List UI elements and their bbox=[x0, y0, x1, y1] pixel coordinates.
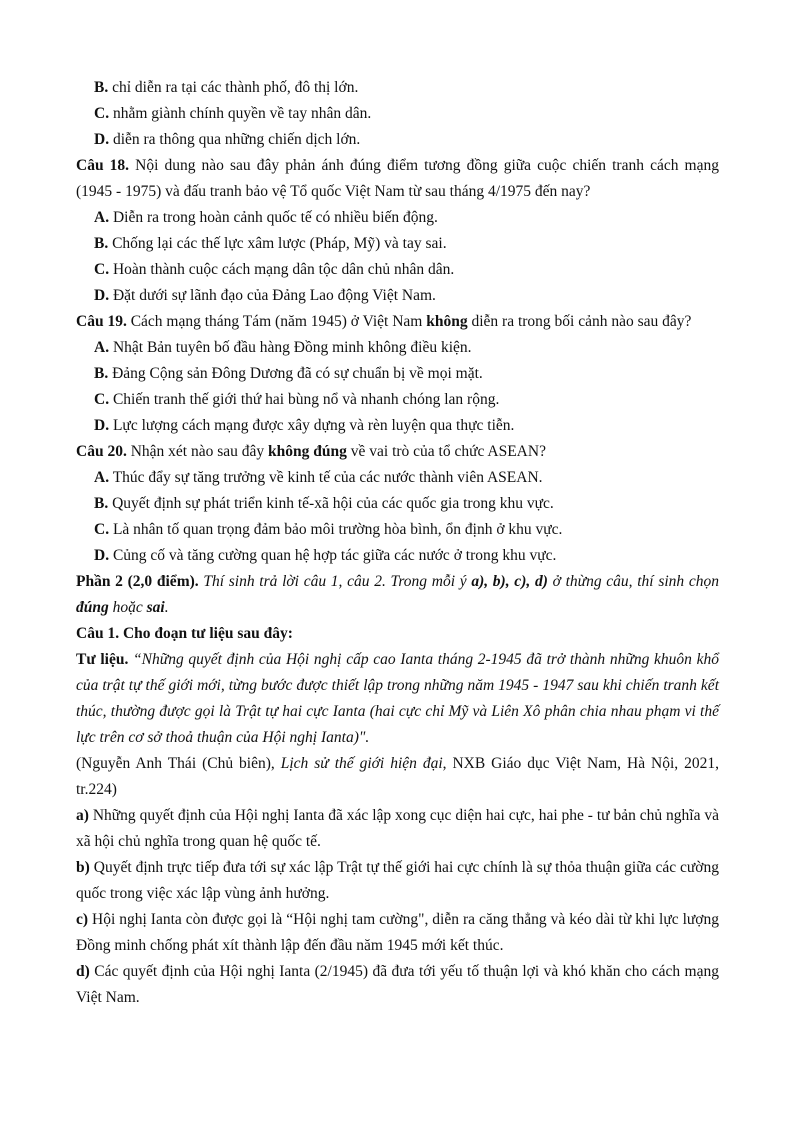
q20-stem: Câu 20. Nhận xét nào sau đây không đúng về vai trò của tổ chức ASEAN? bbox=[76, 443, 546, 460]
q17-option-d: D. diễn ra thông qua những chiến dịch lớn. bbox=[94, 131, 361, 148]
q20-option-d: D. Củng cố và tăng cường quan hệ hợp tác giữa các nước ở trong khu vực. bbox=[94, 547, 557, 564]
q18-option-d: D. Đặt dưới sự lãnh đạo của Đảng Lao động Việt Nam. bbox=[94, 287, 436, 304]
q19-stem: Câu 19. Cách mạng tháng Tám (năm 1945) ở Việt Nam không diễn ra trong bối cảnh nào sau đây? bbox=[76, 313, 692, 330]
c1-statement-a: a) Những quyết định của Hội nghị Ianta đã xác lập xong cục diện hai cực, hai phe - tư bản chủ nghĩa và xã hội chủ nghĩa trong quan hệ quốc tế. bbox=[76, 807, 719, 850]
q19-option-b: B. Đảng Cộng sản Đông Dương đã có sự chuẩn bị về mọi mặt. bbox=[94, 365, 483, 382]
q20-option-a: A. Thúc đẩy sự tăng trưởng về kinh tế của các nước thành viên ASEAN. bbox=[94, 469, 543, 486]
c1-citation: (Nguyễn Anh Thái (Chủ biên), Lịch sử thế giới hiện đại, NXB Giáo dục Việt Nam, Hà Nội, 2021, tr.224) bbox=[76, 755, 720, 798]
exam-page bbox=[76, 75, 719, 1011]
q18-option-a: A. Diễn ra trong hoàn cảnh quốc tế có nhiều biến động. bbox=[94, 209, 438, 226]
q20-option-b: B. Quyết định sự phát triển kinh tế-xã hội của các quốc gia trong khu vực. bbox=[94, 495, 554, 512]
c1-source-quote: Tư liệu. “Những quyết định của Hội nghị cấp cao Ianta tháng 2-1945 đã trở thành những khuôn khổ của trật tự thế giới mới, từng bước được thiết lập trong những năm 1945 - 1947 sau khi chiến tranh kết thúc, thường được gọi là Trật tự hai cực Ianta (hai cực chỉ Mỹ và Liên Xô phân chia nhau phạm vi thế lực trên cơ sở thoả thuận của Hội nghị Ianta)". bbox=[76, 651, 719, 746]
q17-option-c: C. nhằm giành chính quyền về tay nhân dân. bbox=[94, 105, 372, 122]
q18-option-c: C. Hoàn thành cuộc cách mạng dân tộc dân chủ nhân dân. bbox=[94, 261, 455, 278]
q19-option-d: D. Lực lượng cách mạng được xây dựng và rèn luyện qua thực tiễn. bbox=[94, 417, 515, 434]
q19-option-c: C. Chiến tranh thế giới thứ hai bùng nổ và nhanh chóng lan rộng. bbox=[94, 391, 500, 408]
q18-option-b: B. Chống lại các thế lực xâm lược (Pháp, Mỹ) và tay sai. bbox=[94, 235, 447, 252]
q20-option-c: C. Là nhân tố quan trọng đảm bảo môi trường hòa bình, ổn định ở khu vực. bbox=[94, 521, 563, 538]
q17-option-b: B. chỉ diễn ra tại các thành phố, đô thị lớn. bbox=[94, 79, 359, 96]
c1-statement-b: b) Quyết định trực tiếp đưa tới sự xác lập Trật tự thế giới hai cực chính là sự thỏa thuận giữa các cường quốc trong việc xác lập vùng ảnh hưởng. bbox=[76, 859, 719, 902]
part2-instructions: Phần 2 (2,0 điểm). Thí sinh trả lời câu 1, câu 2. Trong mỗi ý a), b), c), d) ở thừng câu, thí sinh chọn đúng hoặc sai. bbox=[76, 573, 720, 616]
c1-heading: Câu 1. Cho đoạn tư liệu sau đây: bbox=[76, 625, 293, 642]
q19-option-a: A. Nhật Bản tuyên bố đầu hàng Đồng minh không điều kiện. bbox=[94, 339, 472, 356]
q18-stem: Câu 18. Nội dung nào sau đây phản ánh đúng điểm tương đồng giữa cuộc chiến tranh cách mạng (1945 - 1975) và đấu tranh bảo vệ Tổ quốc Việt Nam từ sau tháng 4/1975 đến nay? bbox=[76, 157, 719, 200]
c1-statement-d: d) Các quyết định của Hội nghị Ianta (2/1945) đã đưa tới yếu tố thuận lợi và khó khăn cho cách mạng Việt Nam. bbox=[76, 963, 719, 1006]
c1-statement-c: c) Hội nghị Ianta còn được gọi là “Hội nghị tam cường", diễn ra căng thẳng và kéo dài từ khi lực lượng Đồng minh chống phát xít thành lập đến đầu năm 1945 mới kết thúc. bbox=[76, 911, 719, 954]
